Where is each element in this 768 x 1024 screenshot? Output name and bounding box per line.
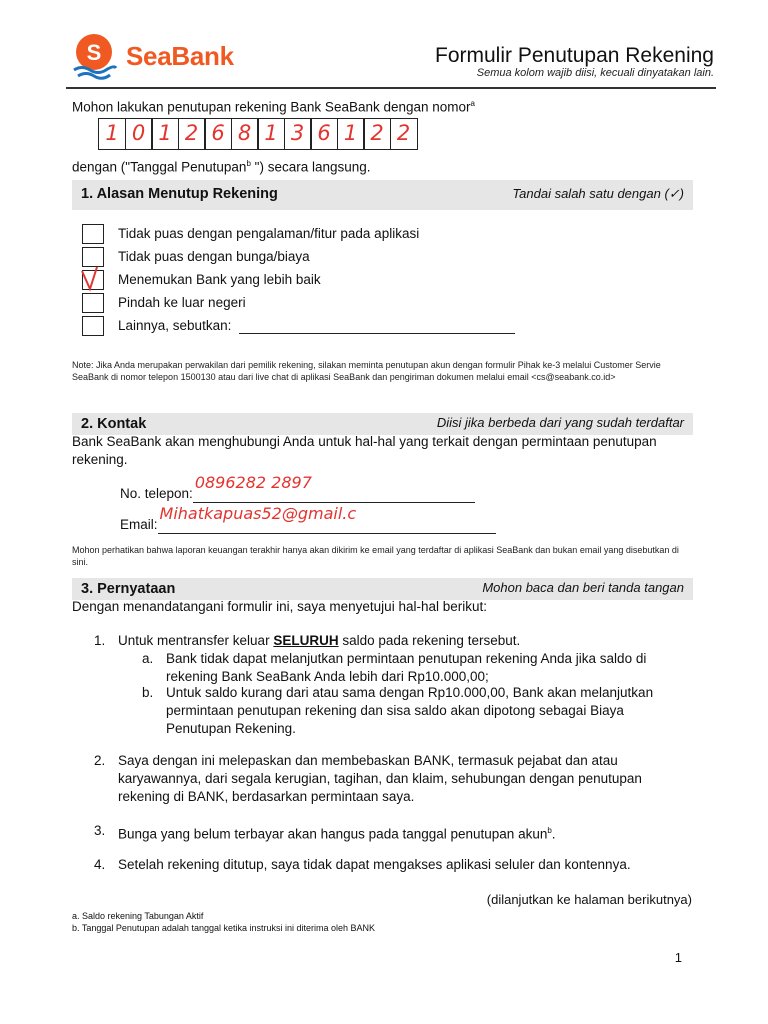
account-digit: 1 — [343, 121, 358, 145]
form-subtitle: Semua kolom wajib diisi, kecuali dinyatakan lain. — [476, 67, 714, 79]
section-1-footnote: Note: Jika Anda merupakan perwakilan dari pemilik rekening, silakan meminta penutupan akun dengan formulir Pihak ke-3 melalui Customer Servie SeaBank di nomor telepon 1500130 atau dari live chat di aplikasi SeaBank dan pengiriman dokumen melalui email <cs@seabank.co.id> — [72, 360, 661, 382]
reason-checkbox[interactable] — [82, 316, 104, 336]
reason-option-4[interactable] — [82, 293, 246, 313]
statement-item-1-end: saldo pada rekening tersebut. — [338, 633, 521, 648]
email-field[interactable] — [158, 504, 496, 534]
section-2-title: 2. Kontak — [81, 416, 147, 432]
statement-item-2: Saya dengan ini melepaskan dan membebaskan BANK, termasuk pejabat dan atau karyawannya, dari segala kerugian, tagihan, dan klaim, sehubungan dengan penutupan rekening di BANK, berdasarkan permintaan saya. — [118, 753, 642, 804]
section-1-title: 1. Alasan Menutup Rekening — [81, 186, 278, 202]
statement-item-1-emphasis: SELURUH — [273, 633, 339, 648]
reason-label: Pindah ke luar negeri — [118, 295, 246, 310]
reason-label: Lainnya, sebutkan: — [118, 318, 232, 333]
section-2-footnote: Mohon perhatikan bahwa laporan keuangan terakhir hanya akan dikirim ke email yang terdaftar di aplikasi SeaBank dan bukan email yang disebutkan di sini. — [72, 545, 679, 567]
footnote-ref-a: a — [470, 99, 475, 108]
brand-name: SeaBank — [126, 40, 234, 71]
footnote-a: a. Saldo rekening Tabungan Aktif — [72, 911, 204, 921]
continued-note: (dilanjutkan ke halaman berikutnya) — [486, 892, 692, 907]
account-digit: 2 — [370, 121, 384, 145]
intro-line-2 — [72, 155, 371, 177]
section-3-note: Mohon baca dan beri tanda tangan — [482, 580, 684, 595]
account-digit: 2 — [396, 121, 411, 145]
intro-line-2-text: dengan ("Tanggal Penutupan — [72, 159, 247, 175]
section-3-intro: Dengan menandatangani formulir ini, saya menyetujui hal-hal berikut: — [72, 599, 487, 614]
reason-option-2[interactable] — [82, 247, 310, 267]
footnote-b: b. Tanggal Penutupan adalah tanggal ketika instruksi ini diterima oleh BANK — [72, 923, 376, 933]
reason-option-3[interactable] — [82, 270, 321, 290]
account-digit-box[interactable] — [284, 118, 312, 150]
statement-item-4-number: 4. — [94, 857, 106, 872]
account-digit-box[interactable] — [204, 118, 232, 150]
account-digit: 6 — [317, 121, 331, 145]
footnotes — [72, 910, 375, 934]
footnote-ref-b: b — [547, 826, 552, 835]
statement-item-1-number: 1. — [94, 633, 106, 648]
account-digit-box[interactable] — [337, 118, 365, 150]
account-digit: 8 — [237, 121, 252, 145]
intro-line-2-end: ") secara langsung. — [250, 159, 371, 175]
section-3-header — [72, 578, 693, 600]
other-reason-line[interactable] — [239, 319, 515, 334]
email-label: Email: — [120, 517, 158, 532]
account-number-boxes[interactable] — [98, 118, 416, 150]
reason-label: Tidak puas dengan bunga/biaya — [118, 249, 310, 264]
statement-item-1 — [118, 632, 520, 650]
account-digit-box[interactable] — [178, 118, 206, 150]
header-divider — [66, 87, 716, 89]
seabank-logo — [70, 32, 234, 80]
section-1-note: Tandai salah satu dengan (✓) — [512, 186, 684, 201]
account-digit-box[interactable] — [98, 118, 126, 150]
account-digit: 3 — [290, 121, 305, 145]
statement-item-1-text: Untuk mentransfer keluar — [118, 633, 274, 648]
seabank-logo-icon — [70, 32, 120, 80]
email-value: Mihatkapuas52@gmail.c — [159, 504, 357, 523]
account-digit-box[interactable] — [310, 118, 338, 150]
reason-label: Tidak puas dengan pengalaman/fitur pada aplikasi — [118, 226, 420, 241]
statement-item-1a-letter: a. — [142, 651, 154, 666]
reason-option-5[interactable] — [82, 316, 515, 336]
reason-option-1[interactable] — [82, 224, 419, 244]
account-digit-box[interactable] — [257, 118, 285, 150]
account-digit: 1 — [158, 121, 172, 145]
page-number: 1 — [674, 950, 682, 965]
account-digit-box[interactable] — [363, 118, 391, 150]
account-digit: 1 — [105, 121, 119, 145]
account-digit-box[interactable] — [231, 118, 259, 150]
section-1-header — [72, 180, 693, 210]
statement-item-3: Bunga yang belum terbayar akan hangus pada tanggal penutupan akun$^b$. — [118, 826, 556, 842]
statement-item-1a: Bank tidak dapat melanjutkan permintaan penutupan rekening Anda jika saldo di rekening Bank SeaBank Anda lebih dari Rp10.000,00; — [166, 651, 647, 684]
account-digit: 1 — [264, 121, 278, 145]
section-2-header — [72, 413, 693, 435]
section-3-title: 3. Pernyataan — [81, 581, 176, 597]
account-digit: 2 — [184, 121, 199, 145]
statement-item-3-number: 3. — [94, 823, 106, 838]
account-digit: 0 — [131, 121, 146, 145]
svg-text:S: S — [86, 40, 102, 65]
footnote-ref-b: b — [246, 159, 251, 168]
section-2-note: Diisi jika berbeda dari yang sudah terdaftar — [436, 415, 684, 430]
reason-label: Menemukan Bank yang lebih baik — [118, 272, 321, 287]
statement-item-3-text: Bunga yang belum terbayar akan hangus pada tanggal penutupan akun — [118, 826, 548, 842]
account-digit: 6 — [211, 121, 225, 145]
phone-field[interactable] — [193, 473, 475, 503]
account-digit-box[interactable] — [151, 118, 179, 150]
section-2-body: Bank SeaBank akan menghubungi Anda untuk hal-hal yang terkait dengan permintaan penutupan rekening. — [72, 434, 657, 467]
email-row — [120, 504, 496, 534]
statement-item-1b: Untuk saldo kurang dari atau sama dengan Rp10.000,00, Bank akan melanjutkan permintaan penutupan rekening dan sisa saldo akan dipotong sebagai Biaya Penutupan Rekening. — [166, 685, 654, 736]
intro-line-1 — [72, 95, 475, 117]
reason-checkbox[interactable] — [82, 224, 104, 244]
phone-row — [120, 473, 475, 503]
statement-item-2-number: 2. — [94, 753, 106, 768]
reason-checkbox-checked[interactable] — [82, 270, 104, 290]
phone-label: No. telepon: — [120, 486, 193, 501]
statement-item-1b-letter: b. — [142, 685, 154, 700]
account-digit-box[interactable] — [390, 118, 418, 150]
checkmark-icon — [79, 263, 109, 293]
intro-text: Mohon lakukan penutupan rekening Bank SeaBank dengan nomor — [72, 99, 471, 115]
account-digit-box[interactable] — [125, 118, 153, 150]
reason-checkbox[interactable] — [82, 293, 104, 313]
phone-value: 0896282 2897 — [194, 473, 312, 492]
statement-item-4: Setelah rekening ditutup, saya tidak dapat mengakses aplikasi seluler dan kontennya. — [118, 857, 631, 872]
form-title: Formulir Penutupan Rekening — [435, 44, 714, 67]
